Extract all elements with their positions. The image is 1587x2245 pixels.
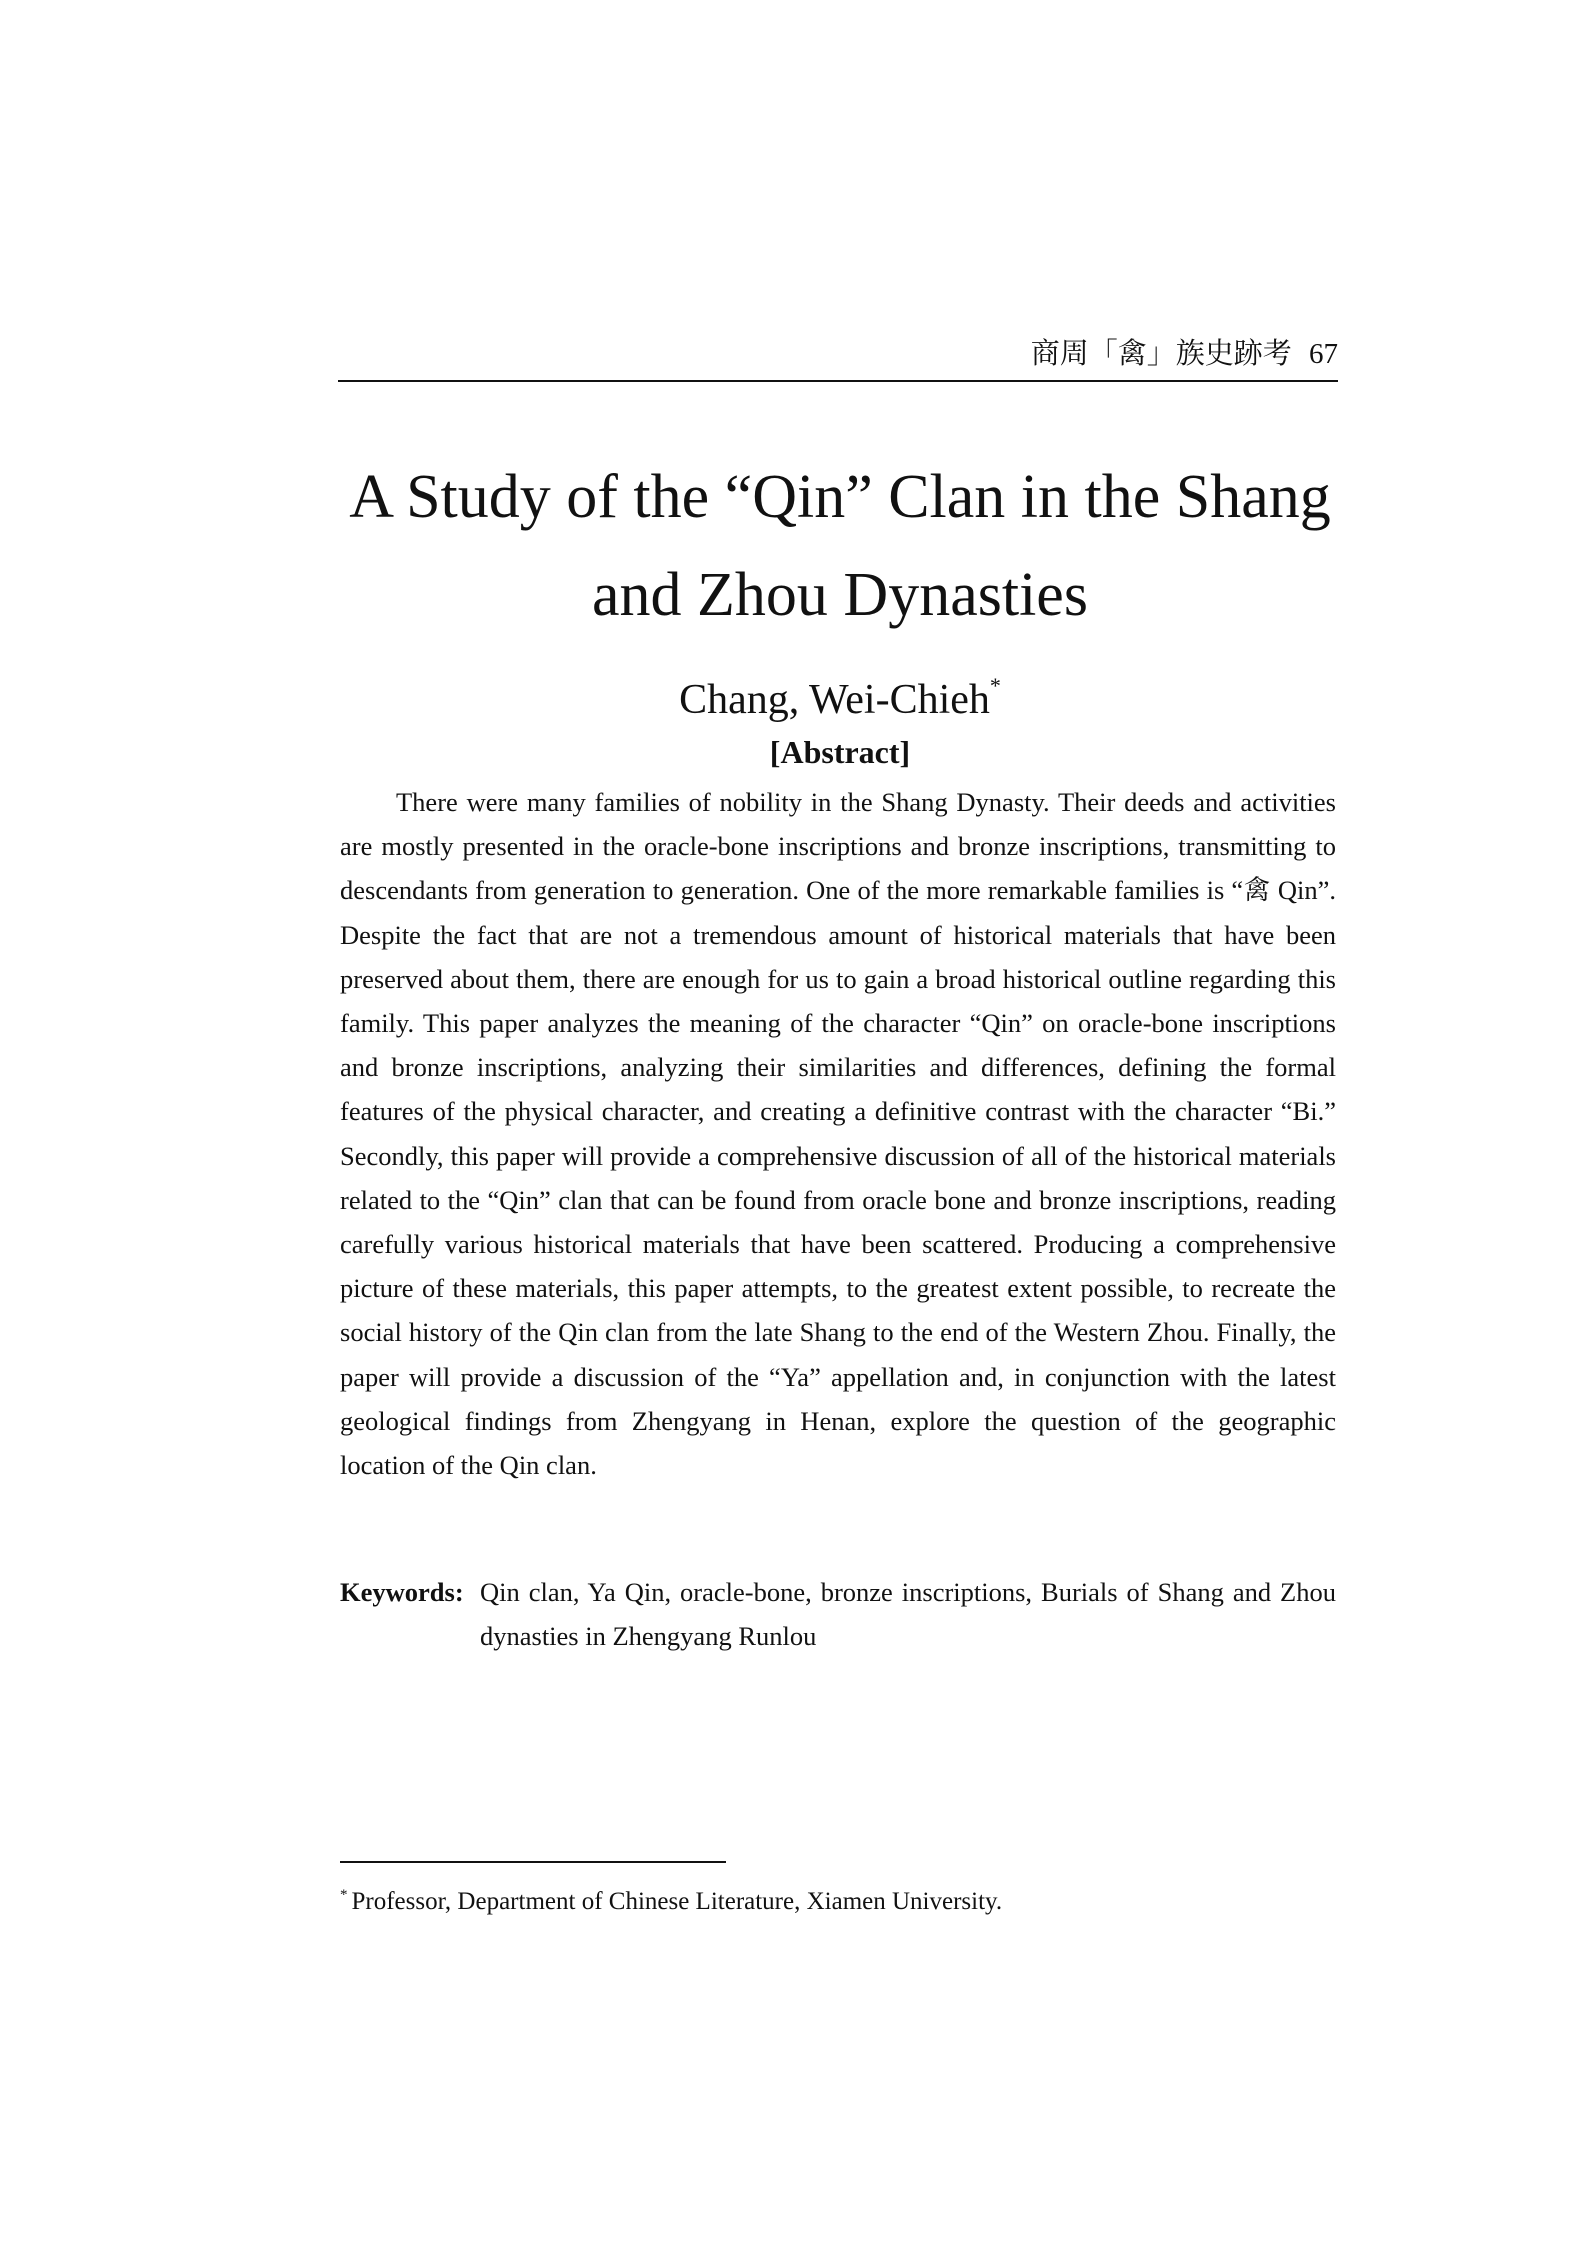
footnote-divider bbox=[340, 1861, 726, 1863]
keywords-block bbox=[340, 1570, 1336, 1658]
abstract-body: There were many families of nobility in the Shang Dynasty. Their deeds and activities are mostly presented in the oracle-bone inscriptions and bronze inscriptions, transmitting to descendants from generation to generation. One of the more remarkable families is “禽 Qin”. Despite the fact that are not a tremendous amount of historical materials that have been preserved about them, there are enough for us to gain a broad historical outline regarding this family. This paper analyzes the meaning of the character “Qin” on oracle-bone inscriptions and bronze inscriptions, analyzing their similarities and differences, defining the formal features of the physical character, and creating a definitive contrast with the character “Bi.” Secondly, this paper will provide a comprehensive discussion of all of the historical materials related to the “Qin” clan that can be found from oracle bone and bronze inscriptions, reading carefully various historical materials that have been scattered. Producing a comprehensive picture of these materials, this paper attempts, to the greatest extent possible, to recreate the social history of the Qin clan from the late Shang to the end of the Western Zhou. Finally, the paper will provide a discussion of the “Ya” appellation and, in conjunction with the latest geological findings from Zhengyang in Henan, explore the question of the geographic location of the Qin clan. bbox=[340, 787, 1336, 1481]
running-header bbox=[338, 336, 1338, 382]
keywords-text: Qin clan, Ya Qin, oracle-bone, bronze inscriptions, Burials of Shang and Zhou dynasties in Zhengyang Runlou bbox=[480, 1577, 1336, 1652]
author-name: Chang, Wei-Chieh bbox=[679, 677, 990, 723]
footnote-mark: * bbox=[340, 1887, 348, 1903]
keywords-label: Keywords: bbox=[340, 1577, 464, 1607]
abstract-heading: [Abstract] bbox=[769, 734, 911, 770]
running-title: 商周「禽」族史跡考 bbox=[1030, 338, 1292, 370]
paper-title: A Study of the “Qin” Clan in the Shang and Zhou Dynasties bbox=[349, 463, 1331, 629]
footnote bbox=[340, 1878, 1336, 1919]
page-number: 67 bbox=[1309, 338, 1338, 370]
footnote-text: Professor, Department of Chinese Literature, Xiamen University. bbox=[351, 1888, 1003, 1915]
author-line bbox=[300, 658, 1380, 728]
author-footnote-mark: * bbox=[989, 673, 1001, 698]
